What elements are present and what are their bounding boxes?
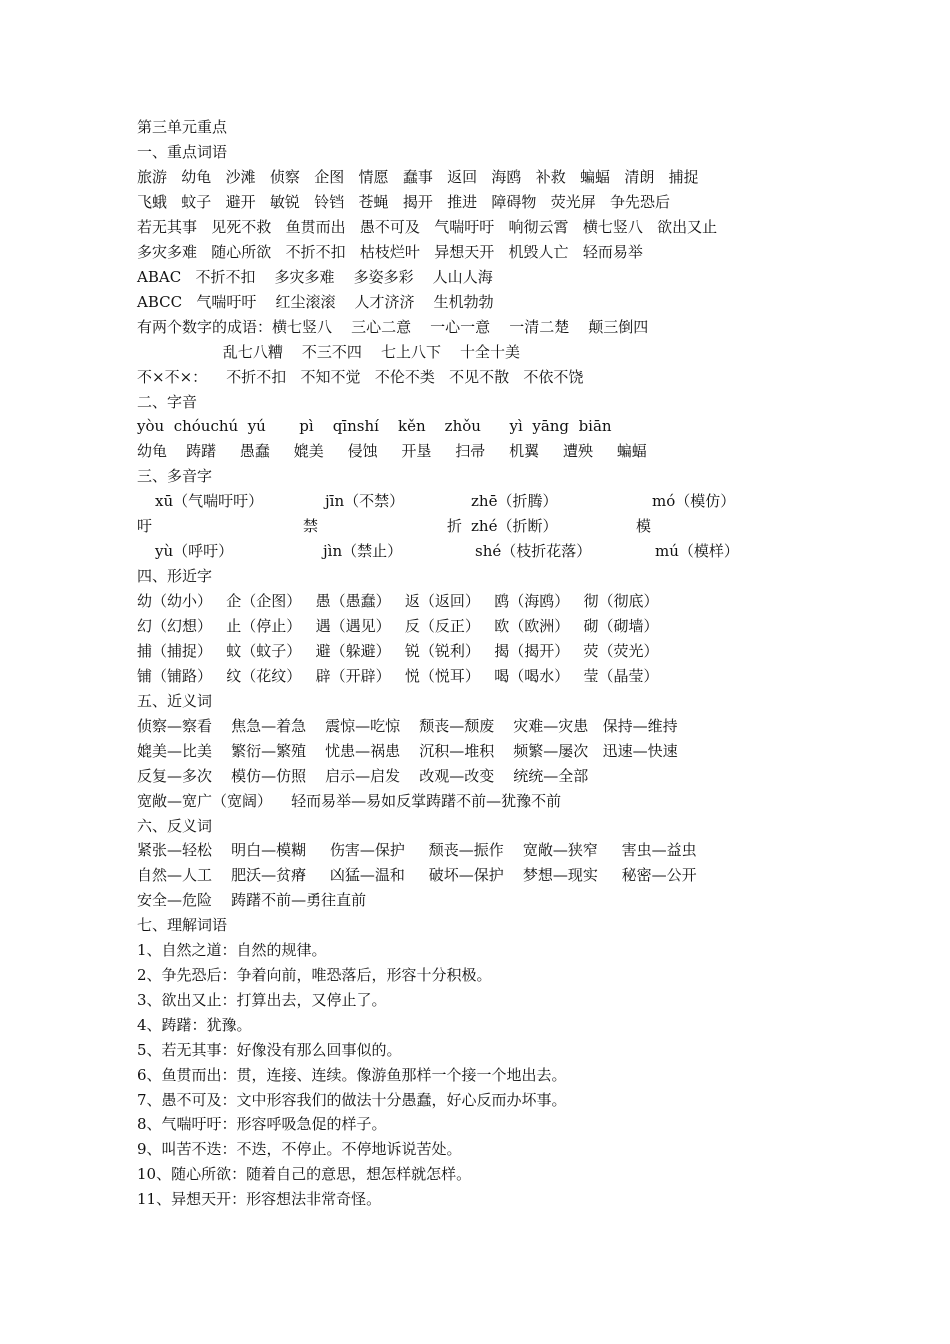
pinyin-row: yòu chóuchú yú pì qīnshí kěn zhǒu yì yāng biān xyxy=(137,417,612,435)
polyphone-char: 模 xyxy=(636,517,652,535)
word-row: ABCC 气喘吁吁 红尘滚滚 人才济济 生机勃勃 xyxy=(137,293,494,311)
page-title: 第三单元重点 xyxy=(137,118,228,136)
synonym-row: 反复—多次 模仿—仿照 启示—启发 改观—改变 统统—全部 xyxy=(137,767,589,785)
polyphone-reading: zhé（折断） xyxy=(471,517,558,535)
section-heading-pronunciation: 二、字音 xyxy=(137,393,198,411)
polyphone-reading: shé（枝折花落） xyxy=(475,542,592,560)
polyphone-char: 折 xyxy=(447,517,463,535)
similar-char-row: 幼（幼小） 企（企图） 愚（愚蠢） 返（返回） 鸥（海鸥） 彻（彻底） xyxy=(137,592,659,610)
word-row: 多灾多难 随心所欲 不折不扣 枯枝烂叶 异想天开 机毁人亡 轻而易举 xyxy=(137,243,643,261)
section-heading-antonyms: 六、反义词 xyxy=(137,817,213,835)
synonym-row: 媲美—比美 繁衍—繁殖 忧患—祸患 沉积—堆积 频繁—屡次 迅速—快速 xyxy=(137,742,678,760)
polyphone-reading: jìn（禁止） xyxy=(323,542,403,560)
antonym-row: 自然—人工 肥沃—贫瘠 凶猛—温和 破坏—保护 梦想—现实 秘密—公开 xyxy=(137,866,697,884)
section-heading-word-meanings: 七、理解词语 xyxy=(137,916,228,934)
polyphone-reading: mú（模样） xyxy=(655,542,739,560)
synonym-row: 宽敞—宽广（宽阔） 轻而易举—易如反掌踌躇不前—犹豫不前 xyxy=(137,792,562,810)
section-heading-key-words: 一、重点词语 xyxy=(137,143,228,161)
word-row: ABAC 不折不扣 多灾多难 多姿多彩 人山人海 xyxy=(137,268,493,286)
word-row: 旅游 幼龟 沙滩 侦察 企图 情愿 蠢事 返回 海鸥 补救 蝙蝠 清朗 捕捉 xyxy=(137,168,699,186)
meaning-item: 9、叫苦不迭：不迭，不停止。不停地诉说苦处。 xyxy=(137,1140,462,1158)
polyphone-reading: mó（模仿） xyxy=(652,492,736,510)
meaning-item: 3、欲出又止：打算出去，又停止了。 xyxy=(137,991,387,1009)
word-row: 乱七八糟 不三不四 七上八下 十全十美 xyxy=(137,343,521,361)
polyphone-reading: zhē（折腾） xyxy=(471,492,558,510)
meaning-item: 7、愚不可及：文中形容我们的做法十分愚蠢，好心反而办坏事。 xyxy=(137,1091,567,1109)
meaning-item: 6、鱼贯而出：贯，连接、连续。像游鱼那样一个接一个地出去。 xyxy=(137,1066,567,1084)
meaning-item: 1、自然之道：自然的规律。 xyxy=(137,941,327,959)
meaning-item: 10、随心所欲：随着自己的意思，想怎样就怎样。 xyxy=(137,1165,472,1183)
polyphone-reading: xū（气喘吁吁） xyxy=(155,492,264,510)
word-row: 有两个数字的成语：横七竖八 三心二意 一心一意 一清二楚 颠三倒四 xyxy=(137,318,649,336)
antonym-row: 安全—危险 踌躇不前—勇往直前 xyxy=(137,891,367,909)
word-row: 不×不×： 不折不扣 不知不觉 不伦不类 不见不散 不依不饶 xyxy=(137,368,584,386)
antonym-row: 紧张—轻松 明白—模糊 伤害—保护 颓丧—振作 宽敞—狭窄 害虫—益虫 xyxy=(137,841,697,859)
meaning-item: 4、踌躇：犹豫。 xyxy=(137,1016,252,1034)
meaning-item: 11、异想天开：形容想法非常奇怪。 xyxy=(137,1190,382,1208)
polyphone-char: 吁 xyxy=(137,517,153,535)
similar-char-row: 捕（捕捉） 蚊（蚊子） 避（躲避） 锐（锐利） 揭（揭开） 荧（荧光） xyxy=(137,642,659,660)
section-heading-synonyms: 五、近义词 xyxy=(137,692,213,710)
similar-char-row: 铺（铺路） 纹（花纹） 辟（开辟） 悦（悦耳） 喝（喝水） 莹（晶莹） xyxy=(137,667,659,685)
similar-char-row: 幻（幻想） 止（停止） 遇（遇见） 反（反正） 欧（欧洲） 砌（砌墙） xyxy=(137,617,659,635)
polyphone-reading: jīn（不禁） xyxy=(325,492,405,510)
word-row: 若无其事 见死不救 鱼贯而出 愚不可及 气喘吁吁 响彻云霄 横七竖八 欲出又止 xyxy=(137,218,718,236)
meaning-item: 2、争先恐后：争着向前，唯恐落后，形容十分积极。 xyxy=(137,966,492,984)
section-heading-similar-characters: 四、形近字 xyxy=(137,567,213,585)
word-row: 飞蛾 蚊子 避开 敏锐 铃铛 苍蝇 揭开 推进 障碍物 荧光屏 争先恐后 xyxy=(137,193,671,211)
pronunciation-words-row: 幼龟 踌躇 愚蠢 媲美 侵蚀 开垦 扫帚 机翼 遭殃 蝙蝠 xyxy=(137,442,647,460)
synonym-row: 侦察—察看 焦急—着急 震惊—吃惊 颓丧—颓废 灾难—灾患 保持—维持 xyxy=(137,717,678,735)
meaning-item: 8、气喘吁吁：形容呼吸急促的样子。 xyxy=(137,1115,387,1133)
meaning-item: 5、若无其事：好像没有那么回事似的。 xyxy=(137,1041,402,1059)
polyphone-char: 禁 xyxy=(303,517,319,535)
section-heading-polyphones: 三、多音字 xyxy=(137,467,213,485)
polyphone-reading: yù（呼吁） xyxy=(155,542,234,560)
